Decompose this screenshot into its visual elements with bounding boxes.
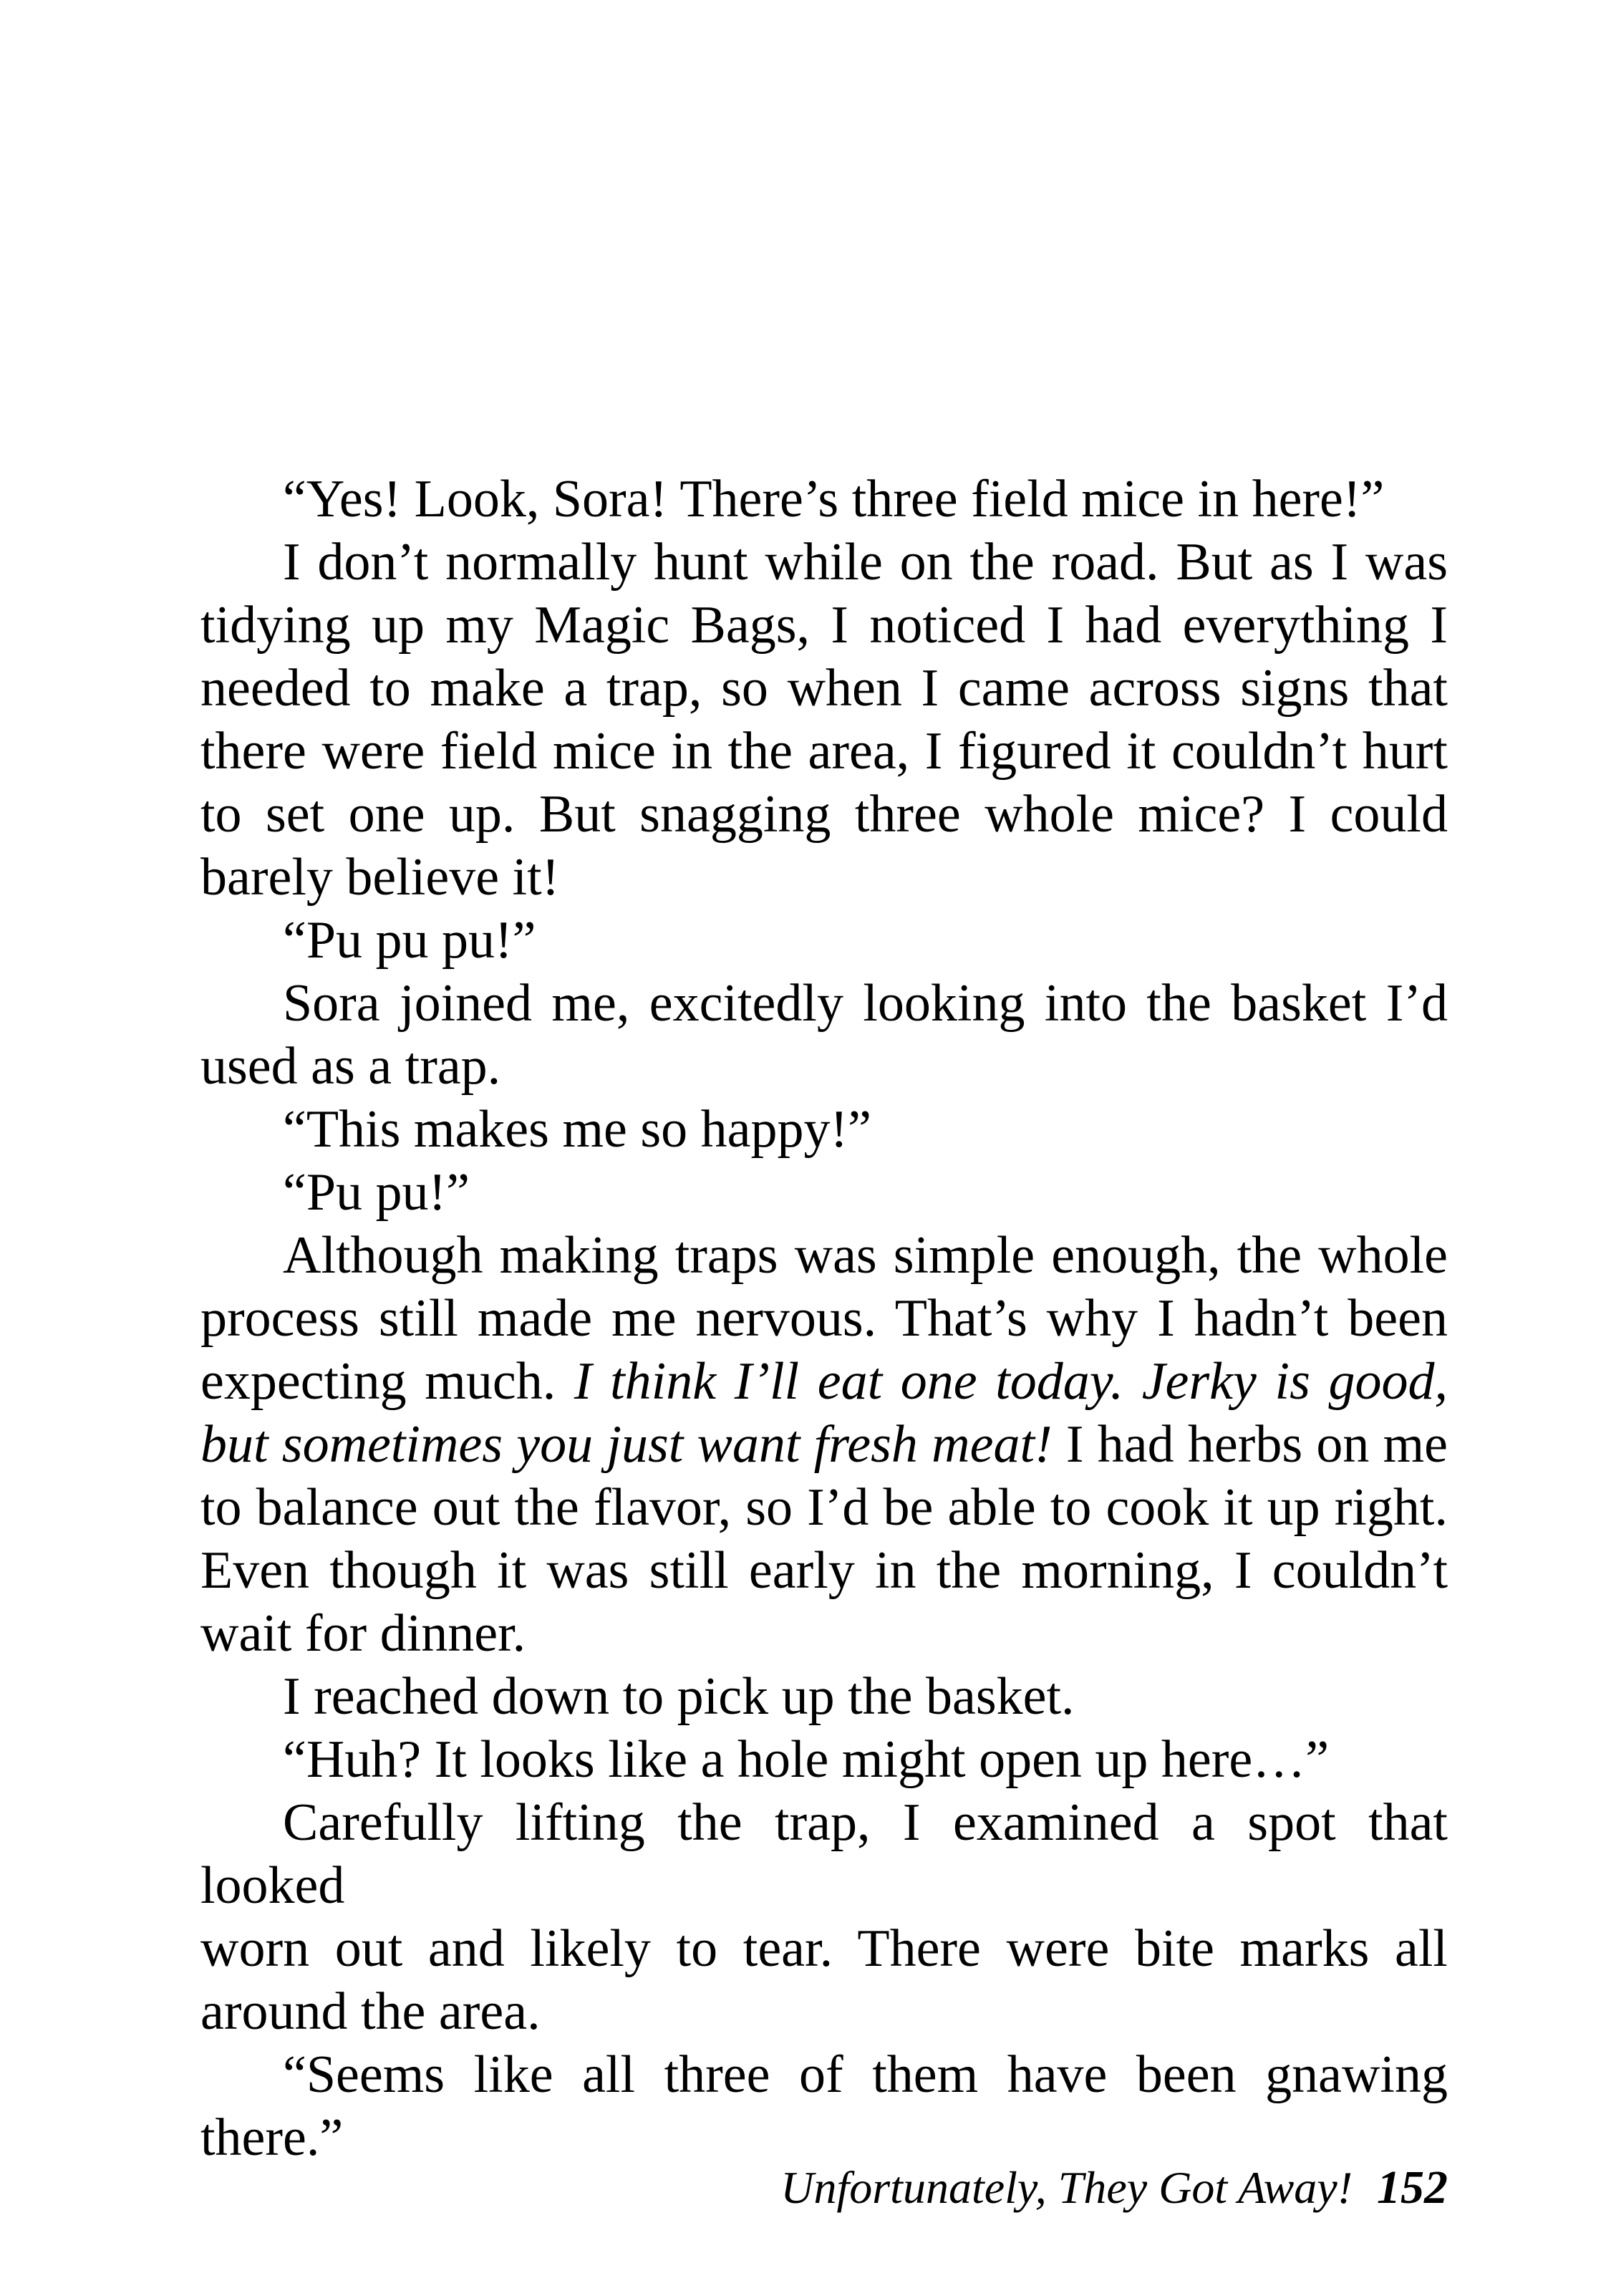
text-line [200, 1602, 1448, 1665]
text-line [200, 1791, 1448, 1917]
text-line [200, 909, 1448, 972]
text-segment: I don’t normally hunt while on the road. But as I was [283, 533, 1448, 592]
text-line [200, 783, 1448, 846]
running-footer [780, 2161, 1448, 2214]
text-line [200, 1476, 1448, 1539]
text-segment: expecting much. [200, 1352, 574, 1411]
text-line [200, 2106, 1448, 2169]
text-segment: “Yes! Look, Sora! There’s three field mice in here!” [283, 470, 1385, 529]
text-segment: needed to make a trap, so when I came across signs that [200, 659, 1448, 718]
text-line [200, 2043, 1448, 2106]
text-segment: Although making traps was simple enough, the whole [283, 1226, 1448, 1285]
text-segment: there were field mice in the area, I figured it couldn’t hurt [200, 722, 1448, 781]
italic-text-segment: I think I’ll eat one today. Jerky is good, [574, 1352, 1448, 1411]
text-line [200, 1980, 1448, 2043]
text-segment: “Pu pu!” [283, 1163, 470, 1222]
text-line [200, 1539, 1448, 1602]
text-line [200, 1098, 1448, 1161]
text-segment: I reached down to pick up the basket. [283, 1667, 1075, 1726]
text-segment: I had herbs on me [1052, 1415, 1448, 1474]
text-line [200, 1224, 1448, 1287]
footer-book-title: Unfortunately, They Got Away! [780, 2162, 1353, 2213]
text-line [200, 720, 1448, 783]
text-segment: to set one up. But snagging three whole mice? I could [200, 785, 1448, 844]
text-segment: there.” [200, 2108, 344, 2167]
text-line [200, 594, 1448, 657]
text-segment: process still made me nervous. That’s why I hadn’t been [200, 1289, 1448, 1348]
text-line [200, 1413, 1448, 1476]
text-segment: Sora joined me, excitedly looking into the basket I’d [283, 974, 1448, 1033]
page-text [200, 468, 1448, 2169]
italic-text-segment: but sometimes you just want fresh meat! [200, 1415, 1053, 1474]
text-line [200, 468, 1448, 531]
text-segment: Carefully lifting the trap, I examined a spot that looked [200, 1793, 1448, 1915]
text-segment: “Seems like all three of them have been gnawing [283, 2045, 1448, 2104]
text-segment: worn out and likely to tear. There were bite marks all [200, 1919, 1448, 1978]
text-line [200, 531, 1448, 594]
text-segment: to balance out the flavor, so I’d be able to cook it up right. [200, 1478, 1448, 1537]
text-segment: wait for dinner. [200, 1604, 526, 1663]
text-segment: Even though it was still early in the morning, I couldn’t [200, 1541, 1448, 1600]
text-line [200, 1035, 1448, 1098]
text-line [200, 1287, 1448, 1350]
text-segment: around the area. [200, 1982, 541, 2041]
text-segment: barely believe it! [200, 848, 560, 907]
text-line [200, 1917, 1448, 1980]
text-line [200, 846, 1448, 909]
text-segment: tidying up my Magic Bags, I noticed I had everything I [200, 596, 1448, 655]
text-line [200, 972, 1448, 1035]
footer-page-number: 152 [1377, 2161, 1448, 2214]
text-segment: “Huh? It looks like a hole might open up here…” [283, 1730, 1330, 1789]
text-line [200, 657, 1448, 720]
text-segment: “Pu pu pu!” [283, 911, 536, 970]
text-line [200, 1161, 1448, 1224]
text-segment: “This makes me so happy!” [283, 1100, 871, 1159]
text-line [200, 1728, 1448, 1791]
text-line [200, 1350, 1448, 1413]
text-segment: used as a trap. [200, 1037, 501, 1096]
text-line [200, 1665, 1448, 1728]
